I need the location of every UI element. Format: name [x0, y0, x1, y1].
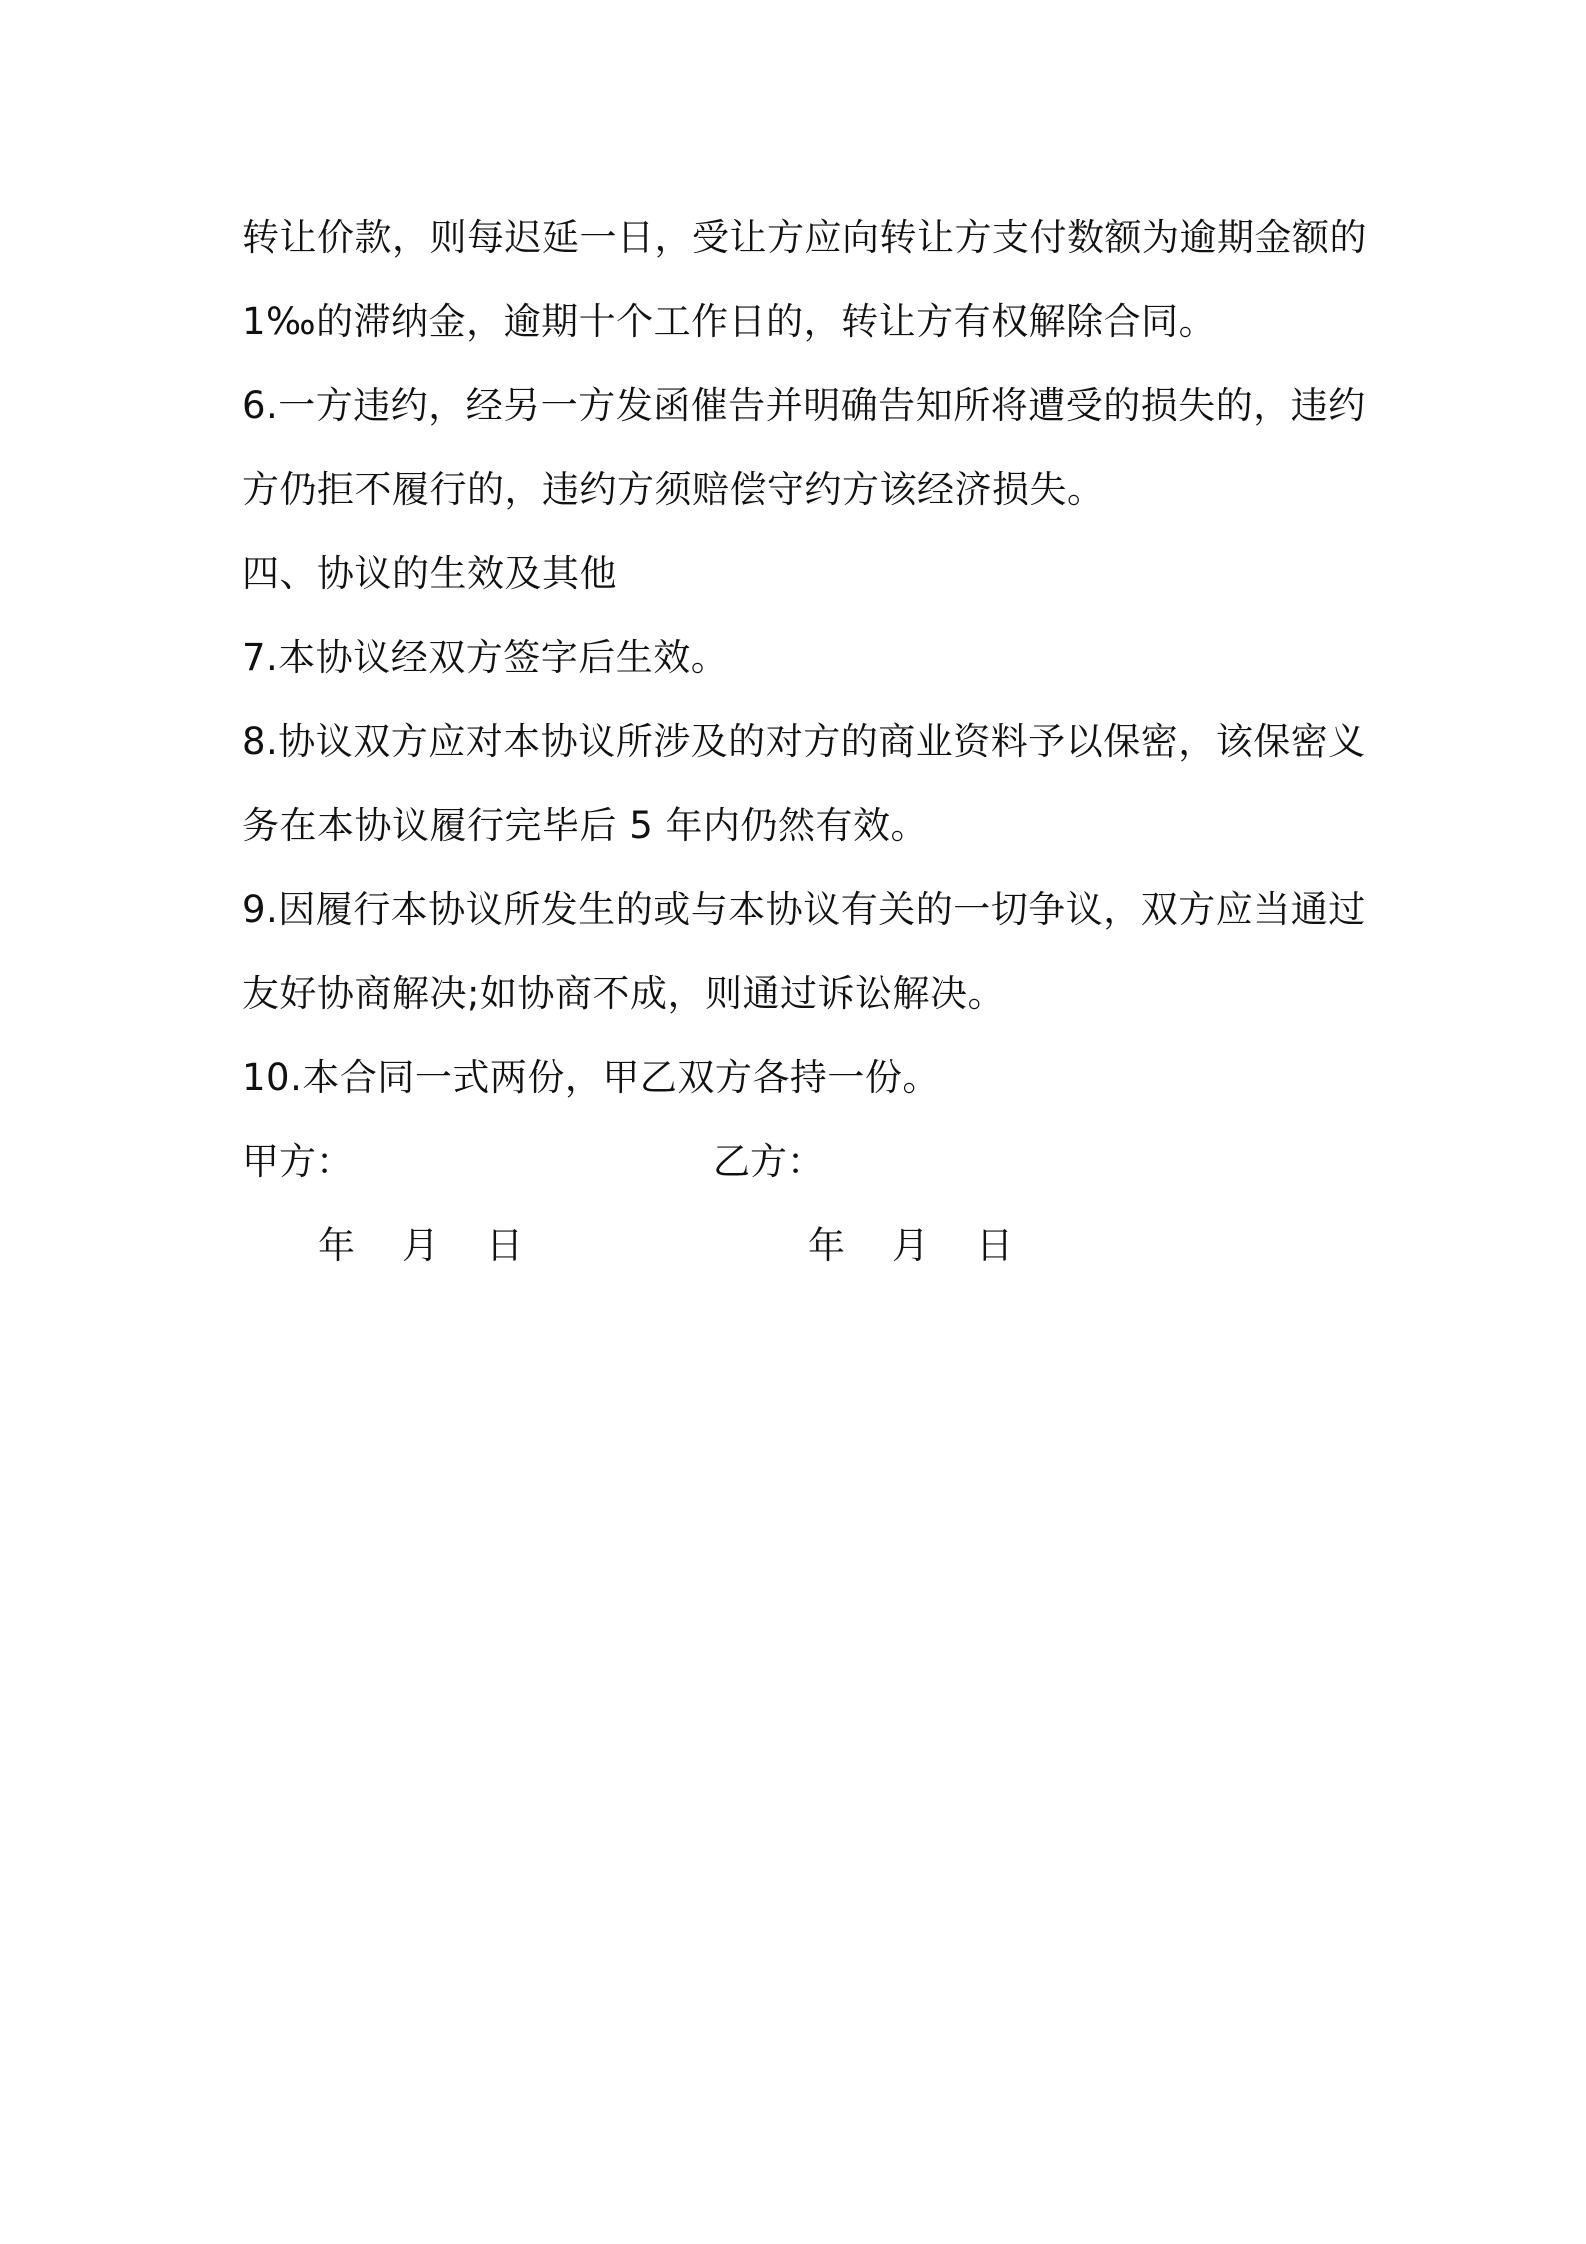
text-line-2: 1‰的滞纳金，逾期十个工作日的，转让方有权解除合同。 — [242, 300, 1217, 343]
party-a-date: 年 月 日 — [318, 1224, 524, 1267]
clause-8-line-1: 8.协议双方应对本协议所涉及的对方的商业资料予以保密，该保密义 — [242, 720, 1366, 763]
clause-6-line-2: 方仍拒不履行的，违约方须赔偿守约方该经济损失。 — [242, 468, 1105, 511]
clause-7: 7.本协议经双方签字后生效。 — [242, 636, 729, 679]
party-b-date: 年 月 日 — [808, 1224, 1014, 1267]
clause-10: 10.本合同一式两份，甲乙双方各持一份。 — [242, 1056, 940, 1099]
date-row — [242, 1204, 1362, 1288]
party-b-label: 乙方： — [713, 1140, 824, 1183]
clause-9-line-2: 友好协商解决;如协商不成，则通过诉讼解决。 — [242, 972, 1005, 1015]
party-a-label: 甲方： — [242, 1140, 353, 1183]
clause-9-line-1: 9.因履行本协议所发生的或与本协议有关的一切争议，双方应当通过 — [242, 888, 1366, 931]
signature-row — [242, 1120, 1362, 1204]
text-line-1: 转让价款，则每迟延一日，受让方应向转让方支付数额为逾期金额的 — [242, 216, 1367, 259]
clause-8-line-2: 务在本协议履行完毕后 5 年内仍然有效。 — [242, 804, 929, 847]
contract-body — [242, 196, 1367, 1288]
section-heading-4: 四、协议的生效及其他 — [242, 552, 617, 595]
clause-6-line-1: 6.一方违约，经另一方发函催告并明确告知所将遭受的损失的，违约 — [242, 384, 1366, 427]
